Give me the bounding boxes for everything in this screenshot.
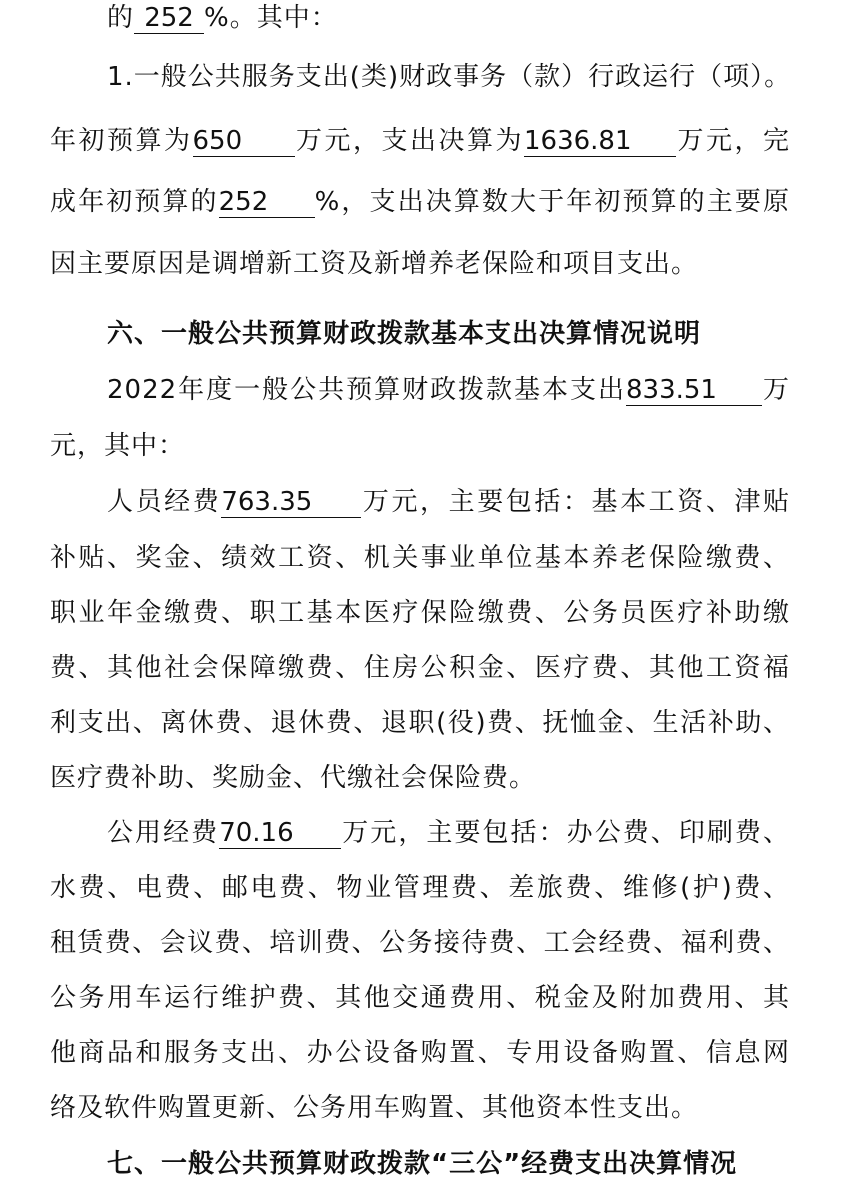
text-segment: 万 [762,375,790,405]
text-line [107,0,847,38]
text-line: 医疗费补助、奖励金、代缴社会保险费。 [50,763,537,793]
text-segment: 的 [107,3,135,33]
text-line: 利支出、离休费、退休费、退职(役)费、抚恤金、生活补助、 [50,708,790,738]
text-segment: 2022年度一般公共预算财政拨款基本支出 [107,375,626,405]
text-segment: %，支出决算数大于年初预算的主要原 [314,187,790,217]
text-segment: 成年初预算的 [50,187,219,217]
text-line: 水费、电费、邮电费、物业管理费、差旅费、维修(护)费、 [50,873,790,903]
text-line: 补贴、奖金、绩效工资、机关事业单位基本养老保险缴费、 [50,543,790,573]
text-line: 元，其中： [50,431,186,461]
text-segment: 年初预算为 [50,126,193,156]
section-heading: 六、一般公共预算财政拨款基本支出决算情况说明 [107,319,702,349]
fill-blank-value: 833.51 [626,375,762,406]
text-line [107,370,790,410]
text-line [50,182,790,222]
text-segment: 万元，支出决算为 [294,126,524,156]
text-segment: 公用经费 [107,818,220,848]
fill-blank-value: 1636.81 [524,126,676,157]
text-line: 租赁费、会议费、培训费、公务接待费、工会经费、福利费、 [50,928,790,958]
text-segment: %。其中： [204,3,338,33]
text-segment: 万元，完 [675,126,790,156]
section-heading: 七、一般公共预算财政拨款“三公”经费支出决算情况 [107,1149,738,1179]
fill-blank-value: 252 [219,187,315,218]
text-line: 公务用车运行维护费、其他交通费用、税金及附加费用、其 [50,983,790,1013]
text-segment: 人员经费 [107,487,222,517]
fill-blank-value: 70.16 [219,818,341,849]
text-segment: 万元，主要包括：办公费、印刷费、 [341,818,790,848]
text-line [50,121,790,161]
text-line: 1.一般公共服务支出(类)财政事务（款）行政运行（项）。 [107,62,792,92]
text-line: 因主要原因是调增新工资及新增养老保险和项目支出。 [50,249,699,279]
text-line [107,813,790,853]
text-line: 络及软件购置更新、公务用车购置、其他资本性支出。 [50,1093,699,1123]
fill-blank-value: 252 [134,3,204,34]
fill-blank-value: 650 [193,126,295,157]
text-line [107,482,790,522]
text-segment: 万元，主要包括：基本工资、津贴 [361,487,790,517]
text-line: 费、其他社会保障缴费、住房公积金、医疗费、其他工资福 [50,653,790,683]
text-line: 他商品和服务支出、办公设备购置、专用设备购置、信息网 [50,1038,790,1068]
text-line: 职业年金缴费、职工基本医疗保险缴费、公务员医疗补助缴 [50,598,790,628]
fill-blank-value: 763.35 [221,487,361,518]
